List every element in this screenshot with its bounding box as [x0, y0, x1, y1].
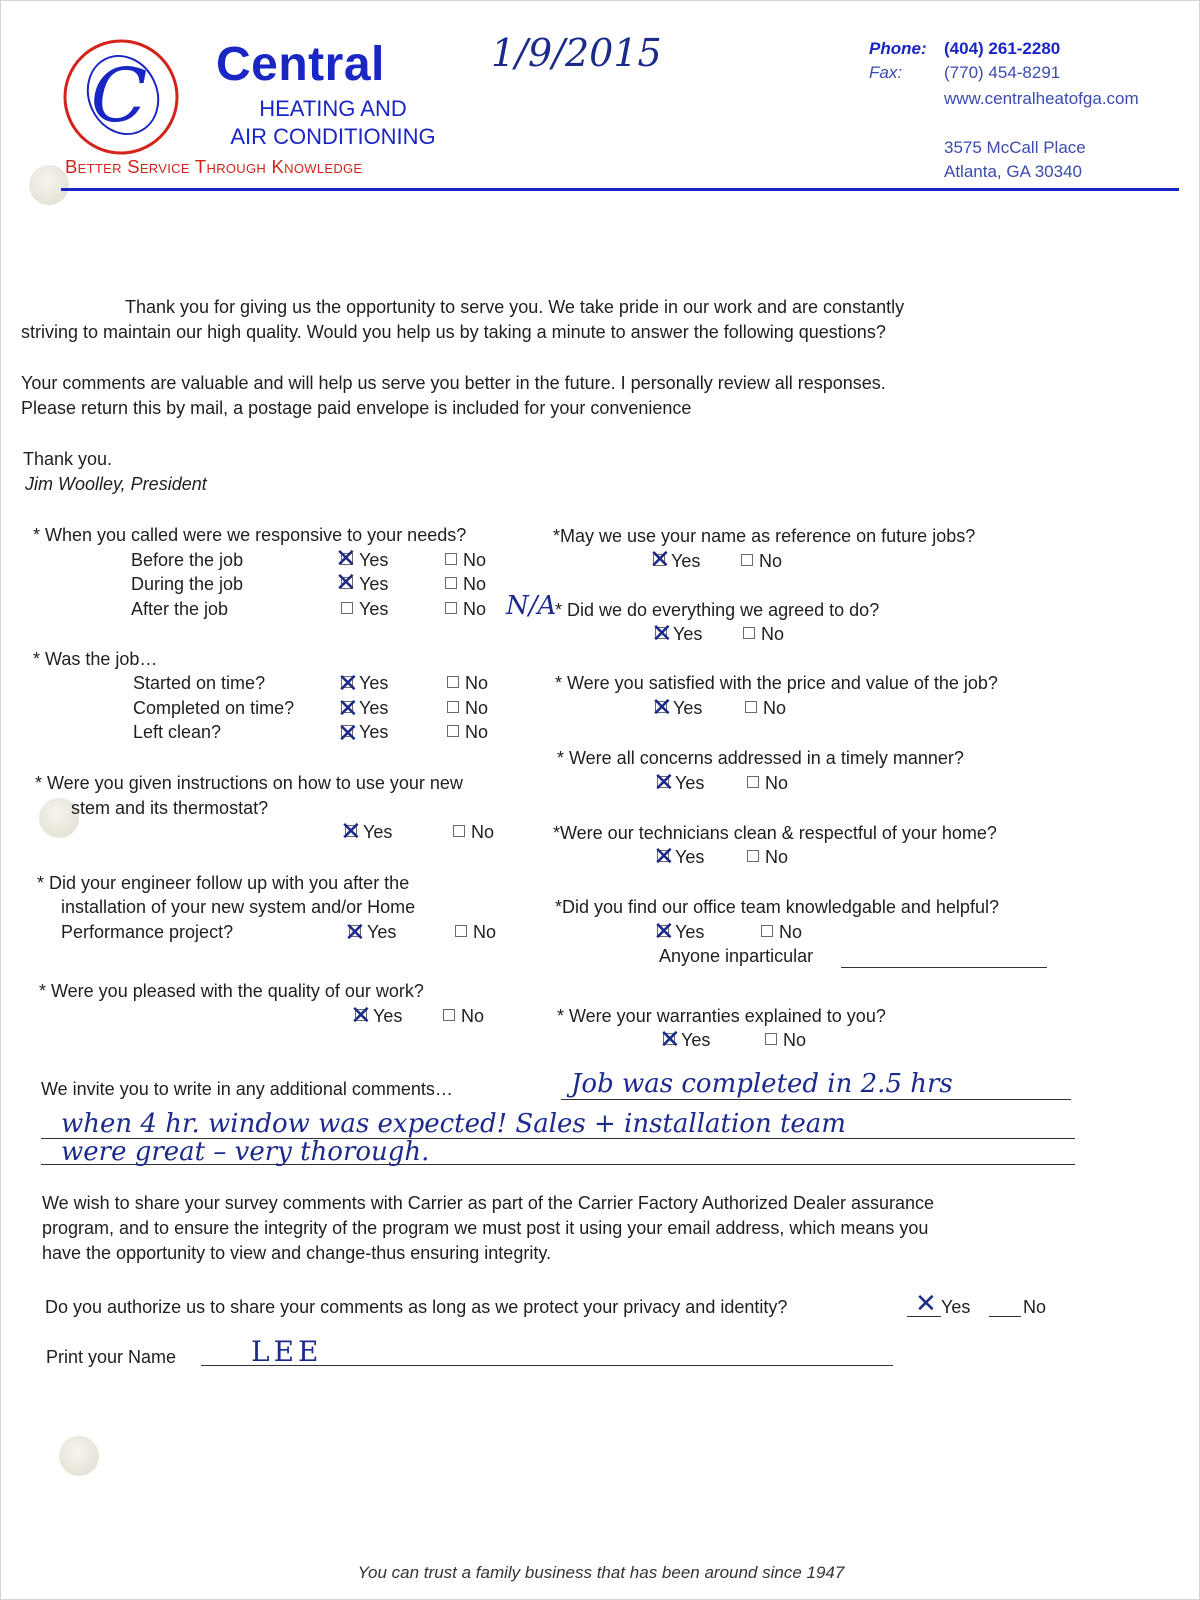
- authorize-question: Do you authorize us to share your comments as long as we protect your privacy and identity?: [45, 1297, 788, 1317]
- question-concerns: * Were all concerns addressed in a timely manner?: [557, 748, 964, 768]
- checkbox[interactable]: [445, 553, 457, 565]
- intro-line: Please return this by mail, a postage paid envelope is included for your convenience: [21, 398, 692, 418]
- authorize-no-line[interactable]: [989, 1316, 1021, 1317]
- x-mark-icon: ✕: [651, 693, 673, 723]
- x-mark-icon: ✕: [651, 619, 673, 649]
- option-label: No: [765, 773, 789, 793]
- option-label: No: [463, 574, 487, 594]
- question-engineer-line-3: Performance project?: [61, 922, 234, 942]
- option-label: Yes: [359, 698, 389, 718]
- question-office-team: *Did you find our office team knowledgable and helpful?: [555, 897, 999, 917]
- intro-line: striving to maintain our high quality. Would you help us by taking a minute to answer the following questions?: [21, 322, 886, 342]
- checkbox[interactable]: [747, 776, 759, 788]
- option-label: Yes: [671, 551, 701, 571]
- anyone-particular-label: Anyone inparticular: [659, 946, 814, 966]
- option-no[interactable]: [745, 698, 786, 719]
- fax-line: [869, 63, 1060, 83]
- option-label: No: [779, 922, 803, 942]
- option-no[interactable]: [445, 574, 486, 595]
- x-mark-icon: ✕: [337, 719, 359, 749]
- fax-label: Fax:: [869, 63, 903, 82]
- x-mark-icon: ✕: [344, 918, 366, 948]
- intro-paragraph-2: [21, 371, 1171, 421]
- option-no[interactable]: [747, 773, 788, 794]
- option-label: Yes: [367, 922, 397, 942]
- fax-number: (770) 454-8291: [944, 63, 1061, 82]
- checkbox[interactable]: [453, 825, 465, 837]
- checkbox[interactable]: [747, 850, 759, 862]
- option-no[interactable]: [761, 922, 802, 943]
- checkbox[interactable]: [455, 925, 467, 937]
- address-line-2: Atlanta, GA 30340: [944, 162, 1082, 181]
- option-no[interactable]: [743, 624, 784, 645]
- x-mark-icon: ✕: [337, 694, 359, 724]
- header-divider: [61, 188, 1179, 191]
- option-label: No: [465, 698, 489, 718]
- checkbox[interactable]: [445, 577, 457, 589]
- option-label: No: [759, 551, 783, 571]
- checkbox[interactable]: [447, 725, 459, 737]
- handwritten-name: LEE: [251, 1335, 323, 1368]
- x-mark-icon: ✕: [649, 545, 671, 575]
- item-left-clean: Left clean?: [133, 722, 222, 742]
- x-mark-icon: ✕: [659, 1025, 681, 1055]
- checkbox[interactable]: [741, 554, 753, 566]
- x-mark-icon: ✕: [653, 842, 675, 872]
- option-label: Yes: [681, 1030, 711, 1050]
- checkbox[interactable]: [765, 1033, 777, 1045]
- option-label: Yes: [363, 822, 393, 842]
- option-label: No: [473, 922, 497, 942]
- brand-subtitle: [213, 95, 453, 151]
- option-label: No: [463, 599, 487, 619]
- handwritten-comment-1: Job was completed in 2.5 hrs: [571, 1069, 953, 1099]
- option-label: Yes: [675, 847, 705, 867]
- option-label: No: [783, 1030, 807, 1050]
- option-no[interactable]: [453, 822, 494, 843]
- option-label: No: [465, 673, 489, 693]
- phone-line: [869, 39, 1060, 59]
- checkbox[interactable]: [743, 627, 755, 639]
- comments-prompt: We invite you to write in any additional comments…: [41, 1079, 453, 1099]
- item-during-job: During the job: [131, 574, 244, 594]
- brand-line-2: AIR CONDITIONING: [230, 124, 436, 149]
- question-job: * Was the job…: [33, 649, 158, 669]
- anyone-particular-line[interactable]: [841, 967, 1047, 968]
- question-quality: * Were you pleased with the quality of our work?: [39, 981, 424, 1001]
- option-label: No: [471, 822, 495, 842]
- option-label: No: [765, 847, 789, 867]
- option-label: No: [465, 722, 489, 742]
- option-label: No: [761, 624, 785, 644]
- question-instructions-line-2: stem and its thermostat?: [71, 798, 269, 818]
- checkbox[interactable]: [745, 701, 757, 713]
- intro-line: Your comments are valuable and will help us serve you better in the future. I personally review all responses.: [21, 373, 886, 393]
- handwritten-comment-3: were great – very thorough.: [61, 1137, 430, 1167]
- footer-slogan: You can trust a family business that has been around since 1947: [357, 1563, 845, 1582]
- x-mark-icon: ✕: [653, 768, 675, 798]
- handwritten-date: 1/9/2015: [491, 31, 662, 75]
- handwritten-comment-2: when 4 hr. window was expected! Sales + installation team: [61, 1109, 846, 1139]
- option-no[interactable]: [447, 673, 488, 694]
- option-label: Yes: [675, 773, 705, 793]
- option-label: Yes: [359, 574, 389, 594]
- x-mark-icon: ✕: [350, 1001, 372, 1031]
- question-engineer-line-2: installation of your new system and/or Home: [61, 897, 416, 917]
- signature: Jim Woolley, President: [25, 474, 207, 494]
- option-no[interactable]: [747, 847, 788, 868]
- x-mark-icon: ✕: [915, 1289, 937, 1319]
- option-label: Yes: [359, 722, 389, 742]
- checkbox[interactable]: [761, 925, 773, 937]
- option-label: No: [763, 698, 787, 718]
- x-mark-icon: ✕: [335, 568, 357, 598]
- checkbox[interactable]: [341, 602, 353, 614]
- checkbox[interactable]: [445, 602, 457, 614]
- x-mark-icon: ✕: [340, 817, 362, 847]
- share-paragraph: [42, 1191, 1172, 1266]
- punch-hole: [29, 165, 69, 205]
- option-label: Yes: [359, 599, 389, 619]
- option-label: Yes: [673, 624, 703, 644]
- option-label: No: [463, 550, 487, 570]
- question-reference: *May we use your name as reference on future jobs?: [553, 526, 976, 546]
- question-instructions: * Were you given instructions on how to use your new: [35, 773, 463, 793]
- authorize-yes-label: Yes: [941, 1297, 971, 1317]
- x-mark-icon: ✕: [653, 917, 675, 947]
- address-line-1: 3575 McCall Place: [944, 138, 1086, 157]
- comment-line[interactable]: [561, 1099, 1071, 1100]
- company-logo: [61, 37, 181, 157]
- print-name-label: Print your Name: [46, 1347, 177, 1367]
- option-label: Yes: [373, 1006, 403, 1026]
- option-no[interactable]: [765, 1030, 806, 1051]
- thank-you: Thank you.: [23, 449, 113, 469]
- option-yes[interactable]: [341, 599, 388, 620]
- logo-letter: C: [90, 53, 148, 139]
- brand-name: Central: [216, 38, 385, 91]
- option-no[interactable]: [443, 1006, 484, 1027]
- checkbox[interactable]: [443, 1009, 455, 1021]
- option-no[interactable]: [445, 599, 486, 620]
- x-mark-icon: ✕: [335, 544, 357, 574]
- checkbox[interactable]: [447, 676, 459, 688]
- question-technicians: *Were our technicians clean & respectful of your home?: [553, 823, 997, 843]
- option-no[interactable]: [445, 550, 486, 571]
- company-tagline: Better Service Through Knowledge: [65, 156, 363, 177]
- x-mark-icon: ✕: [337, 669, 359, 699]
- option-no[interactable]: [447, 722, 488, 743]
- question-price-value: * Were you satisfied with the price and value of the job?: [555, 673, 998, 693]
- option-no[interactable]: [741, 551, 782, 572]
- intro-line: Thank you for giving us the opportunity to serve you. We take pride in our work and are constantly: [125, 297, 905, 317]
- question-engineer-follow-up: * Did your engineer follow up with you after the: [37, 873, 410, 893]
- item-completed-on-time: Completed on time?: [133, 698, 295, 718]
- share-line: We wish to share your survey comments with Carrier as part of the Carrier Factory Authorized Dealer assurance: [42, 1193, 935, 1213]
- option-label: Yes: [359, 673, 389, 693]
- question-agreed: * Did we do everything we agreed to do?: [555, 600, 880, 620]
- phone-number: (404) 261-2280: [944, 39, 1061, 58]
- authorize-no-label: No: [1023, 1297, 1047, 1317]
- checkbox[interactable]: [447, 701, 459, 713]
- option-label: Yes: [673, 698, 703, 718]
- option-label: No: [461, 1006, 485, 1026]
- item-started-on-time: Started on time?: [133, 673, 266, 693]
- website: www.centralheatofga.com: [944, 89, 1139, 108]
- item-before-job: Before the job: [131, 550, 244, 570]
- handwritten-na: N/A: [506, 591, 557, 621]
- punch-hole: [59, 1436, 99, 1476]
- item-after-job: After the job: [131, 599, 229, 619]
- question-responsive: * When you called were we responsive to your needs?: [33, 525, 467, 545]
- option-label: Yes: [675, 922, 705, 942]
- intro-paragraph-1: [21, 295, 1171, 345]
- share-line: have the opportunity to view and change-thus ensuring integrity.: [42, 1243, 551, 1263]
- brand-line-1: HEATING AND: [259, 96, 407, 121]
- question-warranties: * Were your warranties explained to you?: [557, 1006, 886, 1026]
- option-no[interactable]: [455, 922, 496, 943]
- option-label: Yes: [359, 550, 389, 570]
- phone-label: Phone:: [869, 39, 927, 58]
- share-line: program, and to ensure the integrity of the program we must post it using your email address, which means you: [42, 1218, 929, 1238]
- option-no[interactable]: [447, 698, 488, 719]
